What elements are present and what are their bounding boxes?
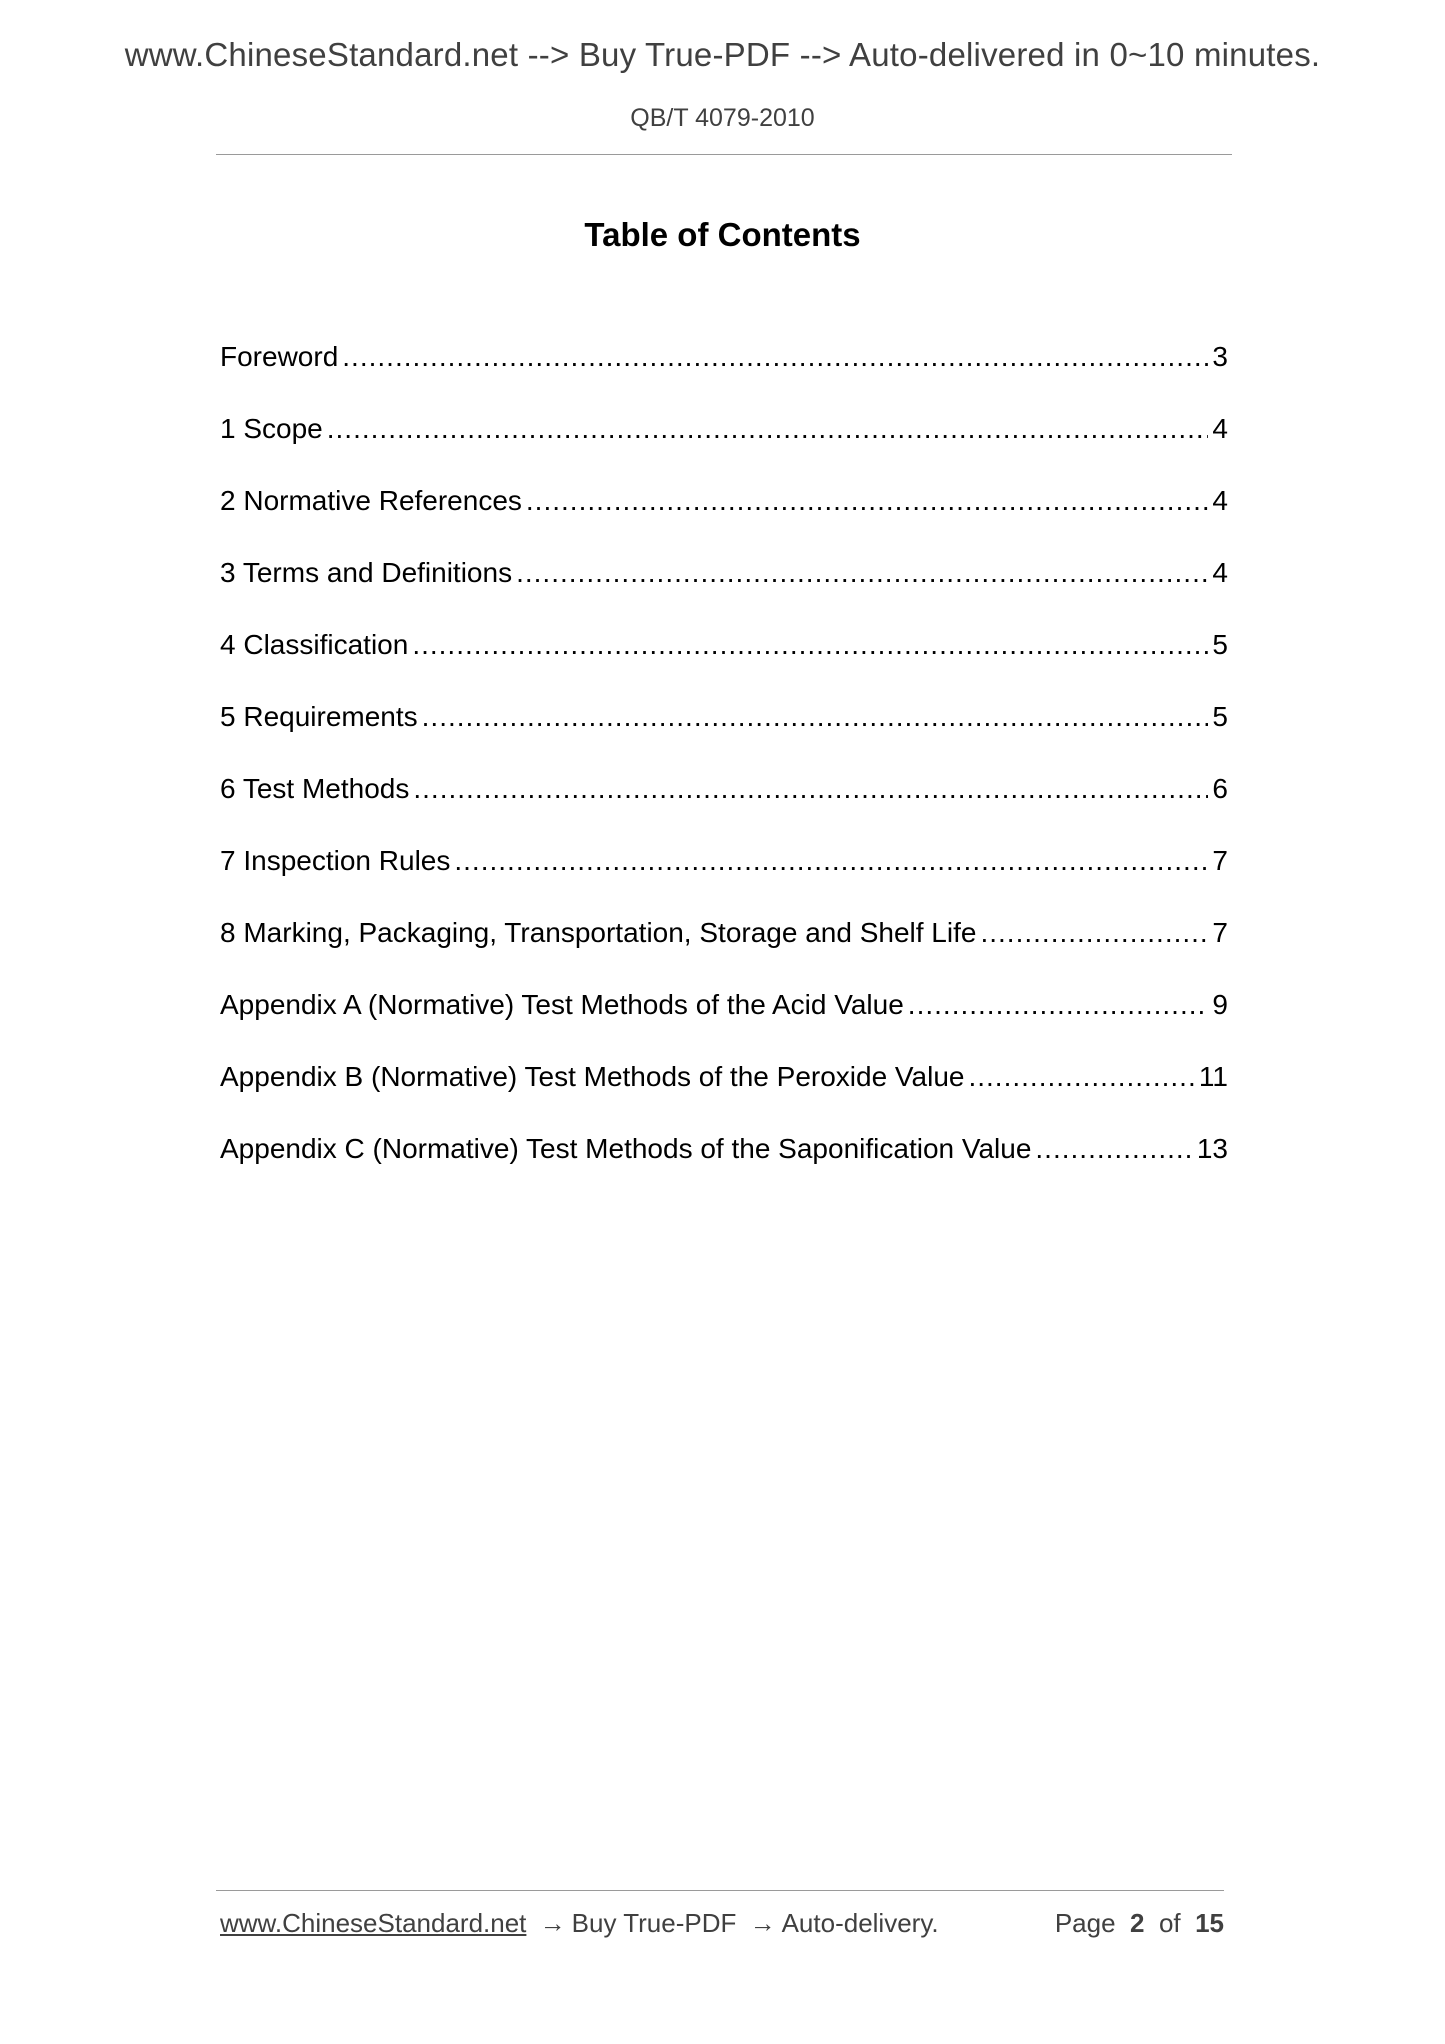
toc-entry-label: 8 Marking, Packaging, Transportation, Storage and Shelf Life [220,917,977,948]
toc-list [220,336,1228,1200]
toc-entry[interactable] [220,480,1228,552]
dot-leader [454,840,1208,882]
dot-leader [327,408,1209,450]
toc-entry-label: 4 Classification [220,629,409,660]
standard-code: QB/T 4079-2010 [630,104,815,132]
dot-leader [516,552,1208,594]
footer-left [220,1908,939,1939]
dot-leader [908,984,1209,1026]
toc-entry-page: 9 [1212,989,1228,1020]
toc-entry-label: 6 Test Methods [220,773,410,804]
toc-entry[interactable] [220,1128,1228,1200]
page-total: 15 [1195,1908,1224,1938]
dot-leader [413,768,1208,810]
arrow-right-icon: → [539,1908,566,1938]
toc-entry[interactable] [220,408,1228,480]
toc-entry-label: Appendix A (Normative) Test Methods of the Acid Value [220,989,904,1020]
arrow-right-icon: → [749,1908,776,1938]
toc-entry[interactable] [220,1056,1228,1128]
dot-leader [1035,1128,1192,1170]
site-link[interactable]: www.ChineseStandard.net [220,1908,527,1938]
toc-entry[interactable] [220,624,1228,696]
header-divider [216,154,1232,155]
page-current: 2 [1130,1908,1145,1938]
toc-entry-page: 5 [1212,629,1228,660]
toc-entry-page: 3 [1212,341,1228,372]
dot-leader [412,624,1208,666]
toc-entry-label: Appendix C (Normative) Test Methods of the Saponification Value [220,1133,1032,1164]
page-number [1055,1908,1224,1939]
page-label: Page [1054,1908,1116,1938]
footer-buy-text: Buy True-PDF [571,1908,737,1938]
toc-entry-label: Appendix B (Normative) Test Methods of the Peroxide Value [220,1061,965,1092]
toc-title: Table of Contents [584,216,861,253]
footer-divider [216,1890,1224,1891]
footer-delivery-text: Auto-delivery. [781,1908,939,1938]
toc-entry-page: 7 [1212,917,1228,948]
toc-entry-label: 5 Requirements [220,701,418,732]
toc-entry[interactable] [220,696,1228,768]
site-banner: www.ChineseStandard.net --> Buy True-PDF --> Auto-delivered in 0~10 minutes. [124,36,1321,73]
toc-entry[interactable] [220,552,1228,624]
toc-entry-page: 5 [1212,701,1228,732]
page-footer [220,1908,1224,1939]
toc-entry-label: 1 Scope [220,413,323,444]
toc-entry-label: 2 Normative References [220,485,522,516]
dot-leader [422,696,1209,738]
toc-entry-label: Foreword [220,341,339,372]
page-of: of [1158,1908,1181,1938]
toc-entry-page: 6 [1212,773,1228,804]
toc-entry-label: 3 Terms and Definitions [220,557,513,588]
toc-entry-page: 4 [1212,413,1228,444]
toc-entry[interactable] [220,984,1228,1056]
dot-leader [980,912,1208,954]
dot-leader [968,1056,1194,1098]
dot-leader [342,336,1208,378]
toc-entry-label: 7 Inspection Rules [220,845,451,876]
toc-entry-page: 4 [1212,485,1228,516]
toc-entry-page: 13 [1196,1133,1228,1164]
dot-leader [526,480,1209,522]
toc-entry[interactable] [220,840,1228,912]
toc-entry[interactable] [220,336,1228,408]
toc-entry[interactable] [220,768,1228,840]
toc-entry-page: 4 [1212,557,1228,588]
toc-entry-page: 7 [1212,845,1228,876]
toc-entry[interactable] [220,912,1228,984]
toc-entry-page: 11 [1198,1061,1228,1092]
